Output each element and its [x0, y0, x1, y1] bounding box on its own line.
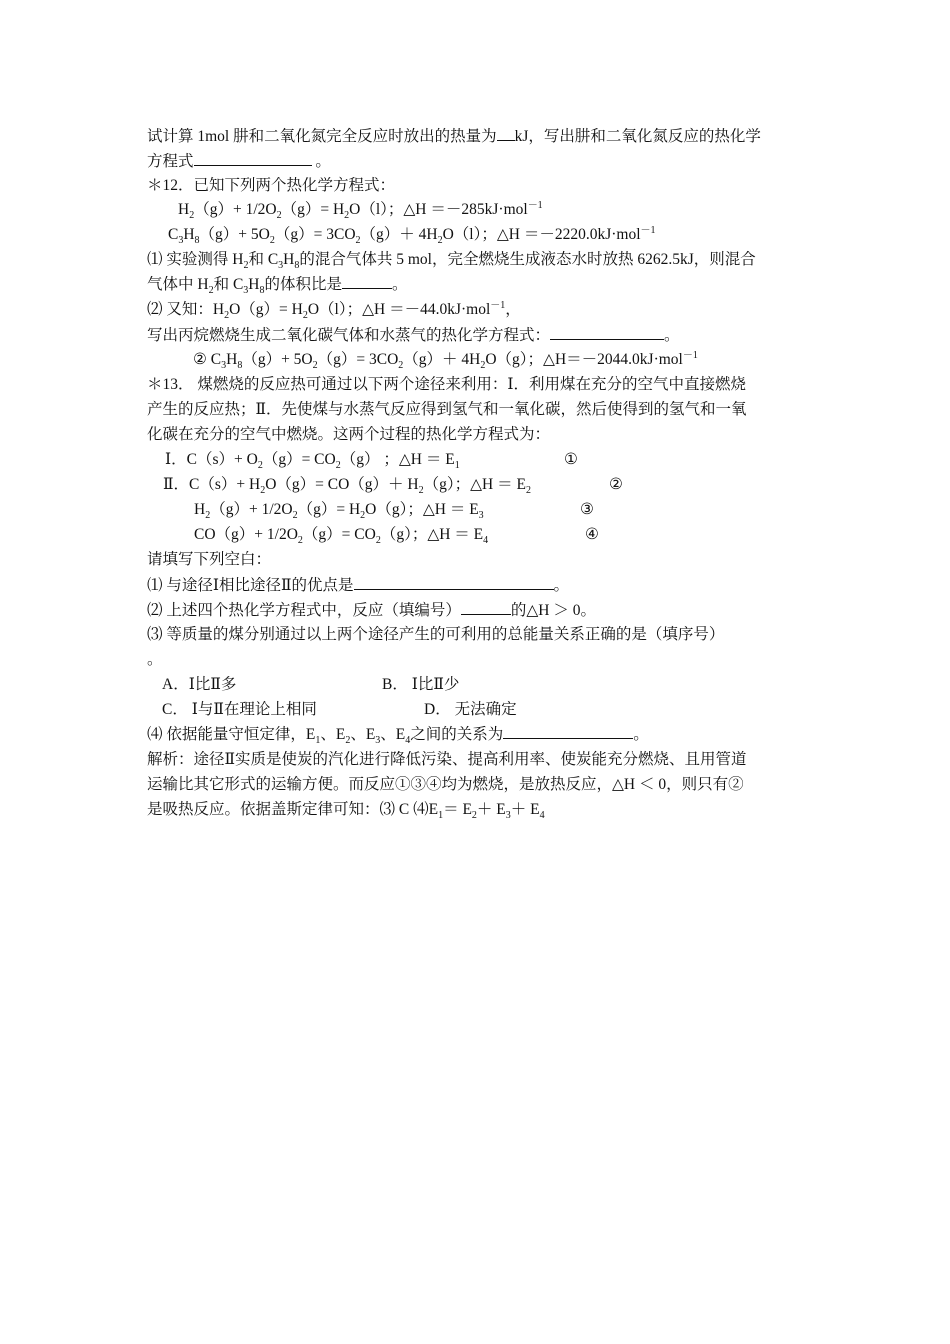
question-12-heading: ＊12．已知下列两个热化学方程式：: [147, 177, 396, 194]
equation-number-2: ②: [609, 476, 623, 493]
question-13-line-3: 化碳在充分的空气中燃烧。这两个过程的热化学方程式为：: [147, 426, 551, 443]
blank-reaction-number[interactable]: [461, 600, 511, 615]
question-13-part-3-end: 。: [147, 651, 163, 668]
equation-route-2-step-3: $CO(g)+ 1/2O_2(g)= CO_2(g)$；△H ＝ $E_4$: [194, 526, 489, 547]
question-11-text-line-1: 试计算 1mol 肼和二氧化氮完全反应时放出的热量为 kJ，写出肼和二氧化氮反应的热化学: [147, 128, 761, 145]
question-13-line-1: ＊13． 煤燃烧的反应热可通过以下两个途径来利用：Ⅰ．利用煤在充分的空气中直接燃烧: [147, 376, 747, 393]
question-13-part-2: ⑵ 上述四个热化学方程式中，反应（填编号） 的△H ＞ 0。: [147, 602, 597, 619]
choice-c[interactable]: C． Ⅰ与Ⅱ在理论上相同: [162, 701, 317, 718]
equation-route-1: Ⅰ．$C(s)+ O_2(g)= CO_2(g)$ ；△H ＝ $E_1$: [165, 451, 460, 472]
blank-route-2-advantage[interactable]: [354, 575, 554, 590]
equation-number-1: ①: [564, 451, 578, 468]
question-13-line-2: 产生的反应热；Ⅱ．先使煤与水蒸气反应得到氢气和一氧化碳，然后使得到的氢气和一氧: [147, 401, 747, 418]
question-12-part-2-line-2: 写出丙烷燃烧生成二氧化碳气体和水蒸气的热化学方程式： 。: [147, 327, 680, 344]
question-11-text-line-2: 方程式 。: [147, 153, 331, 170]
choice-b[interactable]: B． Ⅰ比Ⅱ少: [382, 676, 460, 693]
question-12-part-1-line-2: 气体中 $H_2$和 $C_3H_8$的体积比是 。: [147, 276, 408, 297]
blank-energy-relation[interactable]: [503, 724, 633, 739]
equation-route-2-step-1: Ⅱ．$C(s)+ H_2O(g)= CO(g)+ H_2(g)$；△H ＝ $E_2$: [163, 476, 531, 497]
choice-d[interactable]: D． 无法确定: [424, 701, 517, 718]
equation-propane-combustion: $C_3H_8(g)+ 5O_2(g)= 3CO_2(g)+ 4H_2O(l)$；△H ＝－2220.0kJ·mol$^{-1}$: [168, 224, 656, 247]
question-13-part-3: ⑶ 等质量的煤分别通过以上两个途径产生的可利用的总能量关系正确的是（填序号）: [147, 626, 725, 643]
blank-propane-equation[interactable]: [550, 325, 664, 340]
equation-number-3: ③: [580, 501, 594, 518]
equation-route-2-step-2: $H_2(g)+ 1/2O_2(g)= H_2O(g)$；△H ＝ $E_3$: [194, 501, 484, 522]
choice-a[interactable]: A．Ⅰ比Ⅱ多: [162, 676, 237, 693]
analysis-line-1: 解析：途径Ⅱ实质是使炭的汽化进行降低污染、提高利用率、使炭能充分燃烧、且用管道: [147, 751, 747, 768]
question-12-part-2-line-1: ⑵ 又知：$H_2O(g)= H_2O(l)$；△H ＝－44.0kJ·mol$^{-1}$，: [147, 299, 521, 322]
answer-propane-gas-equation: ② $C_3H_8(g)+ 5O_2(g)= 3CO_2(g)+ 4H_2O(g)$；△H＝－2044.0kJ·mol$^{-1}$: [193, 349, 698, 372]
question-12-part-1-line-1: ⑴ 实验测得 $H_2$和 $C_3H_8$的混合气体共 5 mol，完全燃烧生成液态水时放热 6262.5kJ，则混合: [147, 251, 756, 272]
question-13-part-4: ⑷ 依据能量守恒定律，$E_1$、$E_2$、$E_3$、$E_4$之间的关系为 。: [147, 726, 649, 747]
fill-in-instructions: 请填写下列空白：: [147, 551, 272, 568]
equation-h2-combustion: $H_2(g)+ 1/2O_2(g)= H_2O(l)$；△H ＝－285kJ·mol$^{-1}$: [178, 199, 543, 222]
analysis-line-2: 运输比其它形式的运输方便。而反应①③④均为燃烧，是放热反应，△H ＜ 0，则只有②: [147, 776, 744, 793]
blank-equation-n2h4-no2[interactable]: [194, 151, 312, 166]
equation-number-4: ④: [585, 526, 599, 543]
blank-volume-ratio[interactable]: [342, 274, 392, 289]
blank-heat-amount[interactable]: [497, 126, 515, 141]
question-13-part-1: ⑴ 与途径Ⅰ相比途径Ⅱ的优点是 。: [147, 577, 570, 594]
analysis-line-3: 是吸热反应。依据盖斯定律可知：⑶ C $⑷E_1= E_2+ E_3+ E_4$: [147, 801, 545, 822]
